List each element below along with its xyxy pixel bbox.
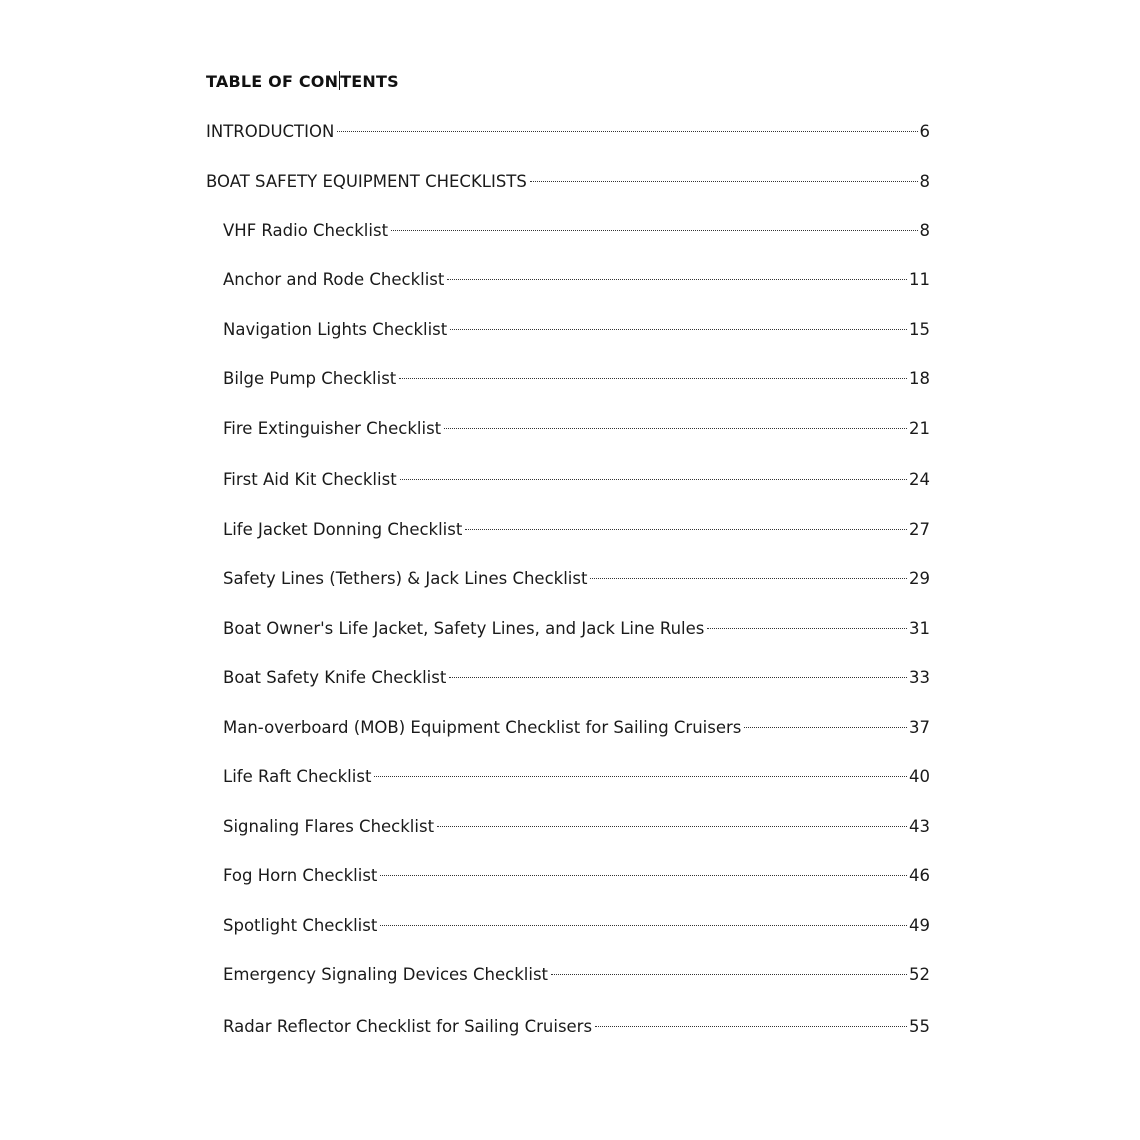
toc-dot-leader (444, 428, 907, 429)
toc-dot-leader (590, 578, 907, 579)
toc-entry-title: Life Raft Checklist (223, 767, 372, 786)
toc-entry-page: 49 (909, 916, 930, 935)
toc-entry-safety-lines[interactable] (223, 567, 930, 591)
toc-dot-leader (391, 230, 917, 231)
toc-entry-page: 55 (909, 1017, 930, 1036)
toc-dot-leader (400, 479, 907, 480)
toc-dot-leader (437, 826, 907, 827)
toc-entry-title: Spotlight Checklist (223, 916, 378, 935)
toc-entry-page: 43 (909, 817, 930, 836)
toc-dot-leader (399, 378, 907, 379)
toc-entry-life-raft[interactable] (223, 765, 930, 789)
toc-entry-title: Anchor and Rode Checklist (223, 270, 445, 289)
toc-dot-leader (530, 181, 918, 182)
toc-entry-title: Signaling Flares Checklist (223, 817, 435, 836)
toc-entry-emergency-signaling-devices[interactable] (223, 963, 930, 987)
toc-entry-bilge-pump[interactable] (223, 367, 930, 391)
toc-dot-leader (449, 677, 907, 678)
toc-heading-text-start: TABLE OF CON (206, 72, 339, 91)
toc-entry-man-overboard-equipment[interactable] (223, 716, 930, 740)
toc-entry-vhf-radio[interactable] (223, 219, 930, 243)
toc-entry-spotlight[interactable] (223, 914, 930, 938)
toc-heading-text-end: TENTS (340, 72, 399, 91)
toc-entry-page: 37 (909, 718, 930, 737)
toc-dot-leader (744, 727, 907, 728)
toc-entry-title: Life Jacket Donning Checklist (223, 520, 463, 539)
toc-entry-boat-owners-rules[interactable] (223, 617, 930, 641)
toc-entry-signaling-flares[interactable] (223, 815, 930, 839)
document-page (206, 0, 930, 1140)
toc-entry-fire-extinguisher[interactable] (223, 417, 930, 441)
toc-entry-anchor-and-rode[interactable] (223, 268, 930, 292)
toc-dot-leader (374, 776, 907, 777)
toc-entry-page: 40 (909, 767, 930, 786)
toc-entry-page: 24 (909, 470, 930, 489)
toc-dot-leader (551, 974, 907, 975)
toc-entry-page: 27 (909, 520, 930, 539)
toc-entry-page: 33 (909, 668, 930, 687)
toc-entry-title: Fog Horn Checklist (223, 866, 378, 885)
toc-entry-title: First Aid Kit Checklist (223, 470, 397, 489)
toc-entry-page: 29 (909, 569, 930, 588)
toc-dot-leader (465, 529, 907, 530)
toc-entry-title: VHF Radio Checklist (223, 221, 389, 240)
toc-dot-leader (447, 279, 907, 280)
toc-entry-navigation-lights[interactable] (223, 318, 930, 342)
toc-dot-leader (450, 329, 907, 330)
toc-dot-leader (380, 875, 907, 876)
toc-entry-title: Boat Safety Knife Checklist (223, 668, 447, 687)
toc-entry-title: INTRODUCTION (206, 122, 335, 141)
toc-entry-page: 15 (909, 320, 930, 339)
toc-dot-leader (707, 628, 907, 629)
toc-entry-page: 11 (909, 270, 930, 289)
toc-entry-page: 52 (909, 965, 930, 984)
toc-entry-page: 21 (909, 419, 930, 438)
toc-heading (206, 71, 399, 91)
toc-entry-title: Bilge Pump Checklist (223, 369, 397, 388)
toc-dot-leader (595, 1026, 907, 1027)
toc-entry-life-jacket-donning[interactable] (223, 518, 930, 542)
toc-entry-first-aid-kit[interactable] (223, 468, 930, 492)
toc-entry-fog-horn[interactable] (223, 864, 930, 888)
toc-dot-leader (380, 925, 907, 926)
toc-entry-radar-reflector[interactable] (223, 1015, 930, 1039)
toc-entry-page: 31 (909, 619, 930, 638)
toc-entry-introduction[interactable] (206, 120, 930, 144)
toc-entry-page: 6 (919, 122, 930, 141)
toc-entry-page: 18 (909, 369, 930, 388)
toc-entry-title: Navigation Lights Checklist (223, 320, 448, 339)
toc-entry-title: BOAT SAFETY EQUIPMENT CHECKLISTS (206, 172, 527, 191)
toc-entry-title: Safety Lines (Tethers) & Jack Lines Checklist (223, 569, 588, 588)
toc-entry-page: 8 (919, 172, 930, 191)
toc-entry-page: 8 (919, 221, 930, 240)
toc-entry-title: Radar Reflector Checklist for Sailing Cruisers (223, 1017, 593, 1036)
toc-entry-title: Man-overboard (MOB) Equipment Checklist for Sailing Cruisers (223, 718, 742, 737)
toc-entry-title: Boat Owner's Life Jacket, Safety Lines, and Jack Line Rules (223, 619, 705, 638)
toc-dot-leader (337, 131, 917, 132)
toc-entry-title: Fire Extinguisher Checklist (223, 419, 442, 438)
toc-entry-title: Emergency Signaling Devices Checklist (223, 965, 549, 984)
toc-entry-boat-safety-equipment-checklists[interactable] (206, 170, 930, 194)
toc-entry-boat-safety-knife[interactable] (223, 666, 930, 690)
toc-entry-page: 46 (909, 866, 930, 885)
